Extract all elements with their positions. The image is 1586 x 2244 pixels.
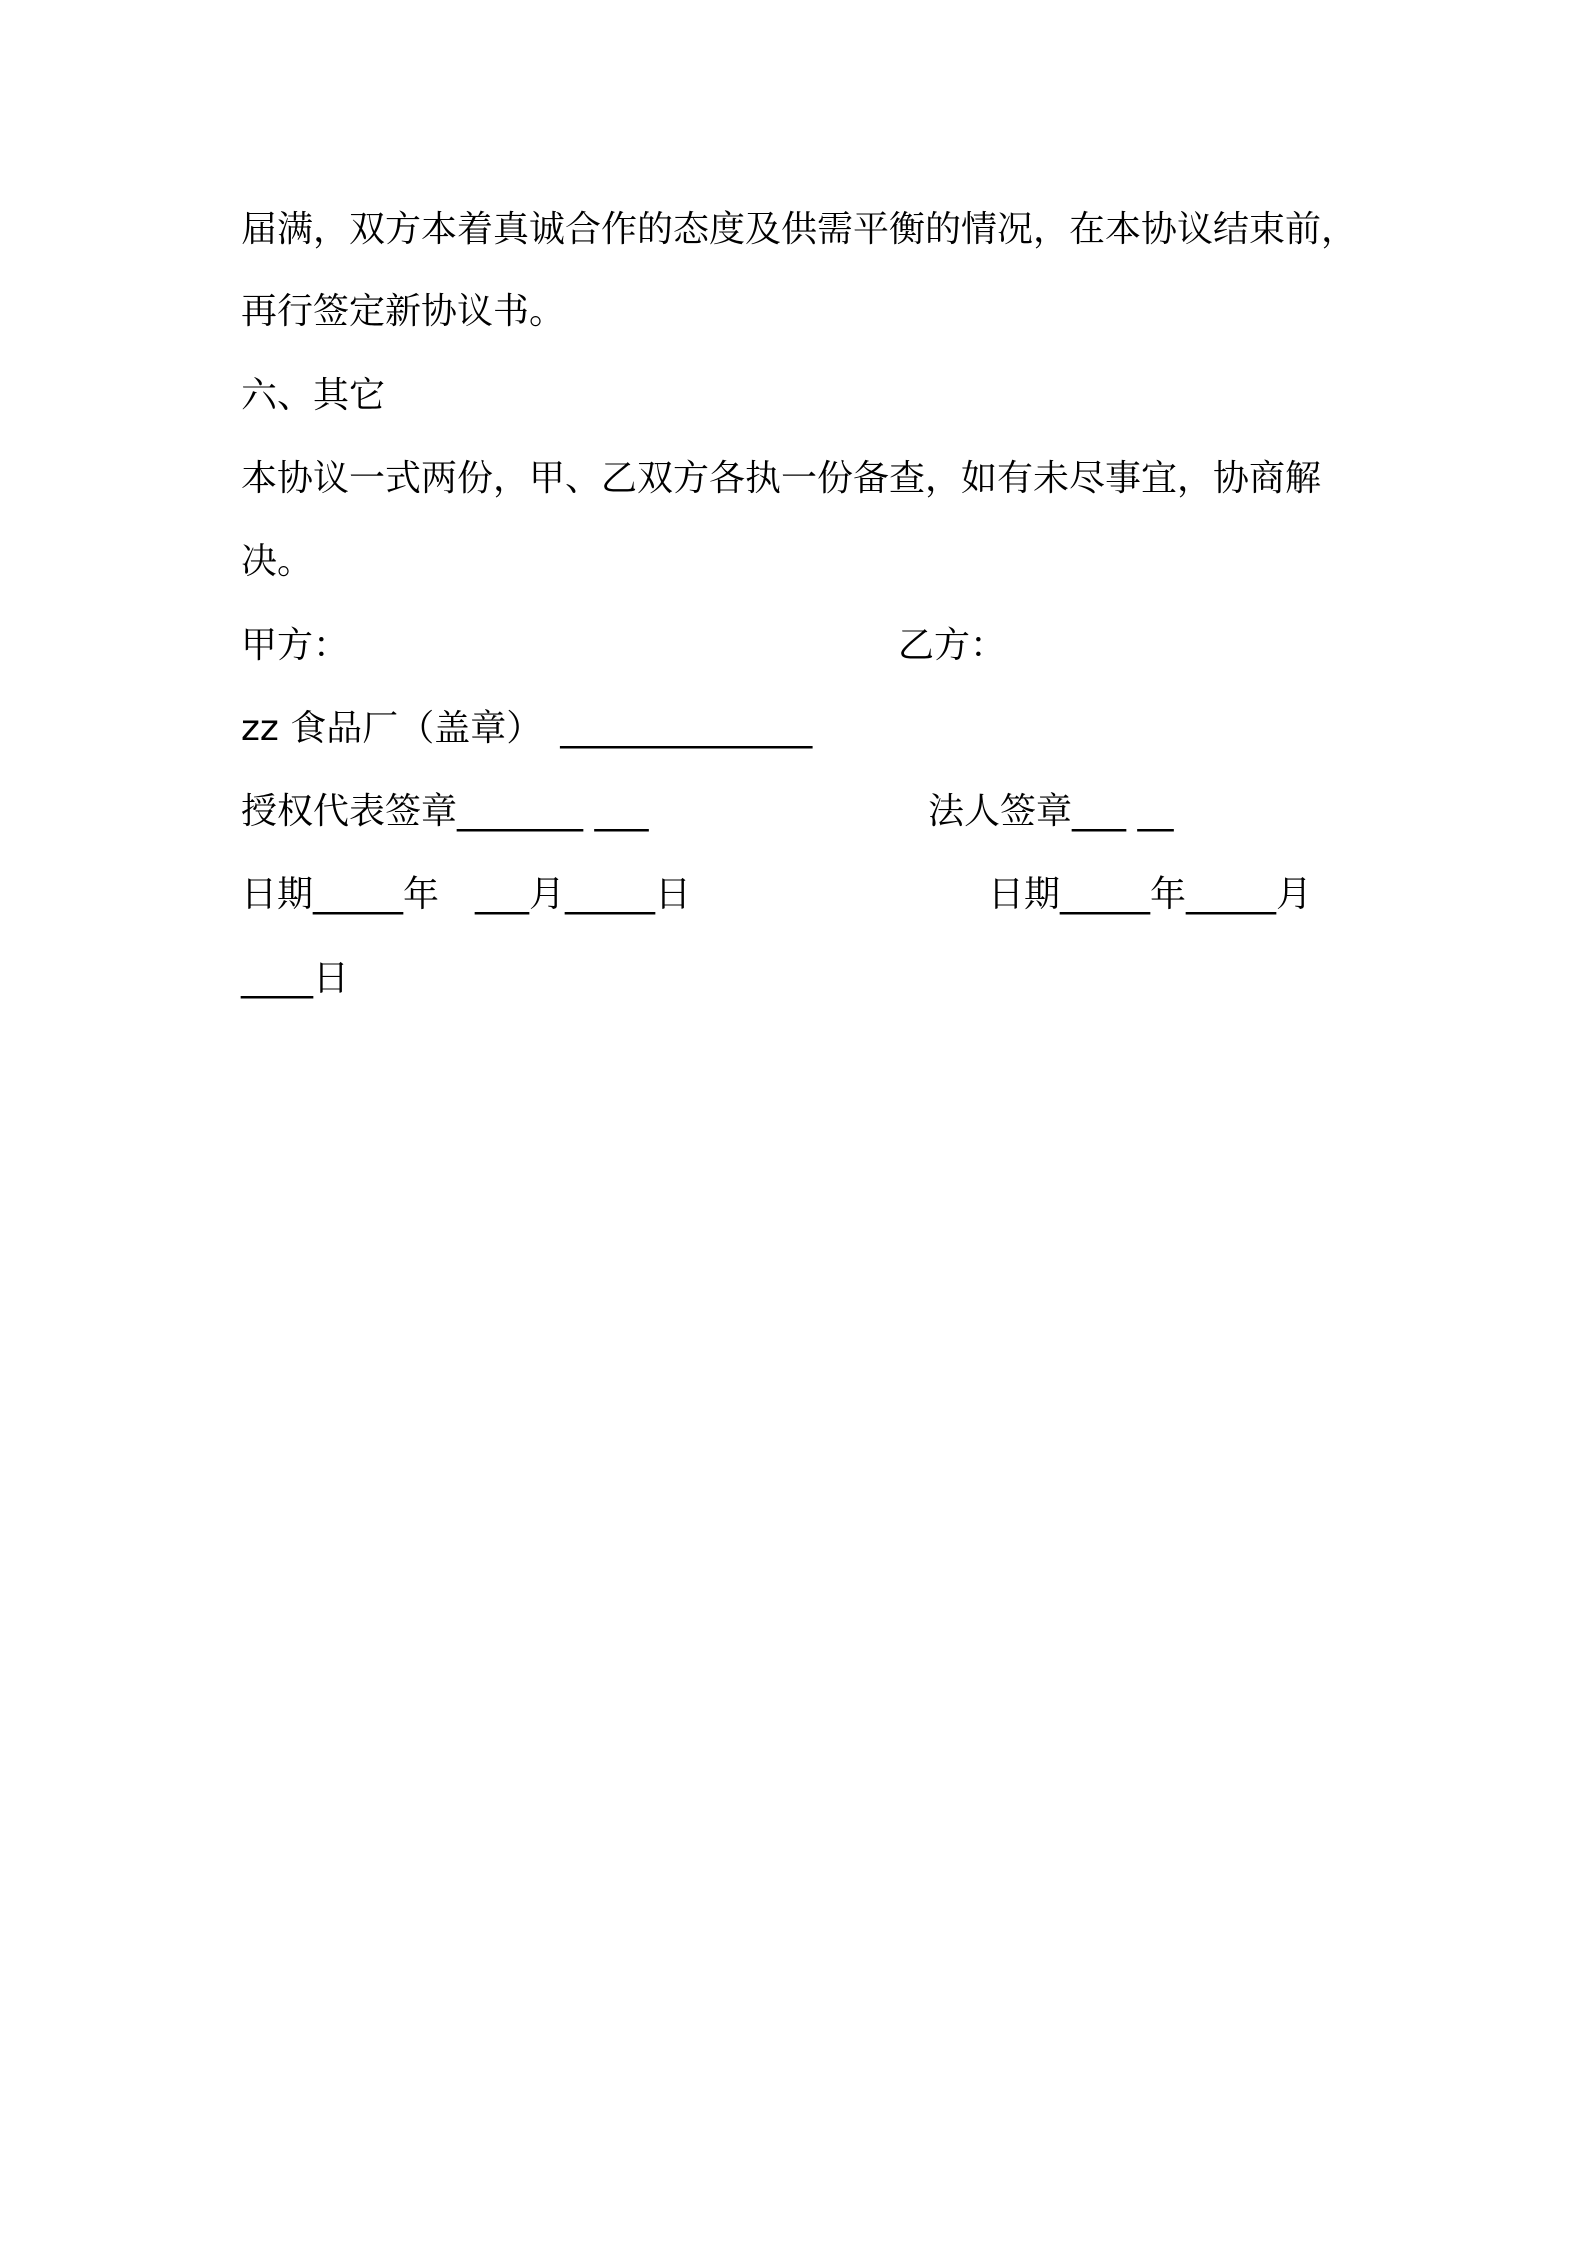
section-six-body-line-2: 决。 <box>241 541 314 582</box>
party-b-label: 乙方： <box>898 625 1007 666</box>
paragraph-line-1: 届满，双方本着真诚合作的态度及供需平衡的情况，在本协议结束前， <box>241 209 1358 250</box>
party-b-date: 日期_____年_____月 <box>988 874 1313 915</box>
party-a-label: 甲方： <box>241 625 350 666</box>
paragraph-line-2: 再行签定新协议书。 <box>241 291 566 332</box>
party-a-name-seal: zz 食品厂（盖章） ______________ <box>241 708 813 749</box>
section-six-heading: 六、其它 <box>241 375 386 416</box>
party-a-date: 日期_____年 ___月_____日 <box>241 874 692 915</box>
party-b-legal-signature: 法人签章___ __ <box>928 791 1174 832</box>
party-a-representative-signature: 授权代表签章_______ ___ <box>241 791 649 832</box>
section-six-body-line-1: 本协议一式两份，甲、乙双方各执一份备查，如有未尽事宜，协商解 <box>241 458 1322 499</box>
party-b-date-day: ____日 <box>241 958 350 999</box>
